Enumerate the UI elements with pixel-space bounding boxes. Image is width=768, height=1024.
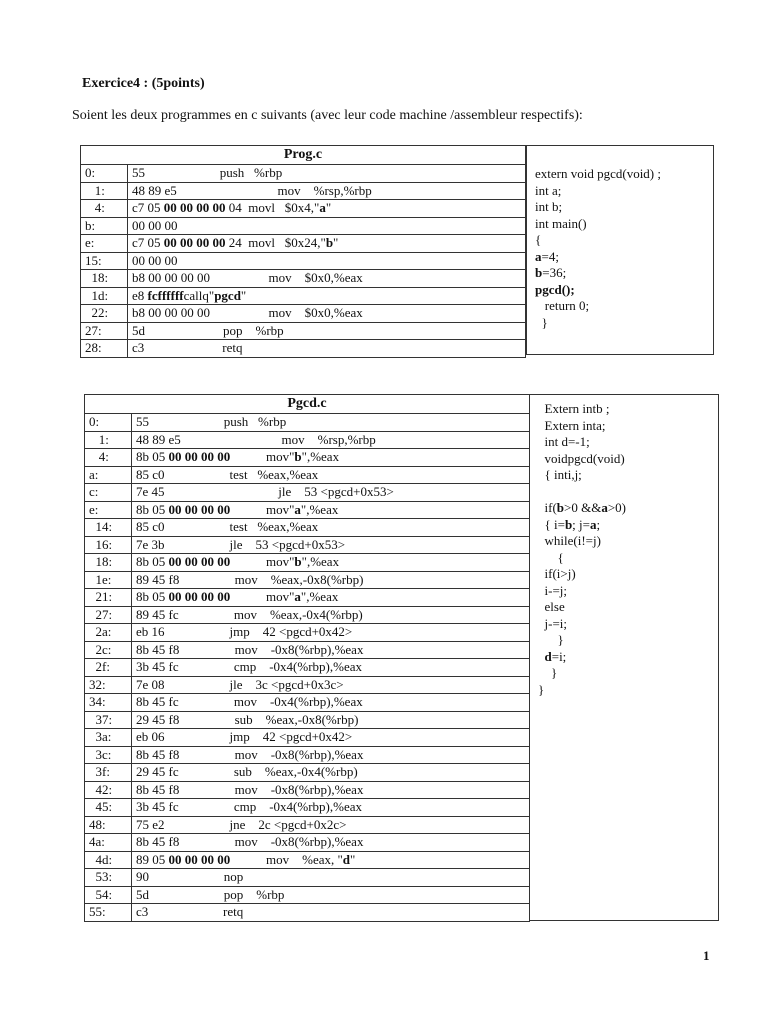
prog-code-line-seg: return 0;: [535, 298, 590, 313]
pgcd-asm-instruction: [132, 729, 530, 747]
pgcd-code-line: [538, 599, 718, 616]
prog-asm-instruction-seg: a: [319, 200, 326, 216]
pgcd-asm-table: [84, 394, 530, 922]
prog-asm-instruction: [128, 217, 526, 235]
prog-asm-instruction: [128, 252, 526, 270]
prog-asm-address: 0:: [81, 165, 128, 183]
pgcd-asm-instruction: [132, 851, 530, 869]
prog-code-line-seg: b: [535, 265, 543, 280]
pgcd-code-line-seg: ;: [596, 516, 601, 532]
pgcd-asm-address: 45:: [85, 799, 132, 817]
pgcd-code-line-seg: if(: [538, 500, 557, 515]
pgcd-asm-instruction-seg: 90 nop: [136, 869, 244, 885]
pgcd-asm-row: [85, 834, 530, 852]
pgcd-code-line-seg: }: [538, 681, 545, 697]
pgcd-asm-instruction-seg: 75 e2 jne 2c <pgcd+0x2c>: [136, 816, 347, 832]
prog-asm-row: [81, 165, 526, 183]
prog-asm-instruction: [128, 305, 526, 323]
pgcd-asm-row: [85, 886, 530, 904]
prog-asm-instruction: [128, 340, 526, 358]
pgcd-asm-instruction: [132, 711, 530, 729]
pgcd-asm-instruction-seg: 48 89 e5 mov %rsp,%rbp: [136, 431, 376, 447]
prog-asm-instruction-seg: fcffffff: [147, 287, 184, 303]
pgcd-asm-instruction-seg: eb 06 jmp 42 <pgcd+0x42>: [136, 729, 353, 745]
pgcd-asm-instruction: [132, 659, 530, 677]
pgcd-code-line-seg: { i=: [538, 516, 565, 532]
prog-code-line-seg: int a;: [535, 182, 562, 198]
pgcd-asm-address: 4a:: [85, 834, 132, 852]
pgcd-asm-instruction-seg: 29 45 fc sub %eax,-0x4(%rbp): [136, 764, 358, 780]
pgcd-asm-row: [85, 431, 530, 449]
prog-asm-instruction-seg: callq": [183, 287, 215, 303]
pgcd-asm-row: [85, 641, 530, 659]
pgcd-asm-row: [85, 571, 530, 589]
prog-asm-instruction: [128, 235, 526, 253]
prog-asm-instruction-seg: pgcd: [214, 287, 241, 303]
pgcd-asm-row: [85, 851, 530, 869]
pgcd-asm-instruction: [132, 554, 530, 572]
pgcd-asm-instruction-seg: ",%eax: [300, 589, 339, 605]
prog-asm-row: [81, 217, 526, 235]
prog-asm-address: 1d:: [81, 287, 128, 305]
pgcd-asm-address: e:: [85, 501, 132, 519]
pgcd-asm-row: [85, 816, 530, 834]
pgcd-asm-address: 1e:: [85, 571, 132, 589]
pgcd-code-line-seg: a: [589, 516, 597, 532]
pgcd-asm-instruction-seg: c3 retq: [136, 904, 244, 920]
prog-asm-table: [80, 145, 526, 358]
pgcd-c-source: [529, 394, 719, 921]
exercise-title: Exercice4 : (5points): [82, 76, 205, 91]
prog-asm-instruction: [128, 200, 526, 218]
pgcd-asm-instruction-seg: 85 c0 test %eax,%eax: [136, 466, 319, 482]
pgcd-code-line: [538, 484, 718, 501]
pgcd-asm-instruction-seg: mov": [230, 589, 295, 605]
pgcd-code-line-seg: Extern intb ;: [538, 401, 610, 416]
prog-code-line: [535, 183, 713, 200]
pgcd-asm-instruction: [132, 694, 530, 712]
prog-asm-instruction-seg: c7 05: [132, 235, 164, 251]
pgcd-asm-instruction-seg: 00 00 00 00: [168, 851, 231, 867]
pgcd-code-line-seg: =i;: [551, 648, 567, 664]
prog-asm-address: 27:: [81, 322, 128, 340]
pgcd-asm-address: 14:: [85, 519, 132, 537]
pgcd-asm-row: [85, 624, 530, 642]
pgcd-code-line: [538, 583, 718, 600]
pgcd-code-line: [538, 451, 718, 468]
prog-asm-instruction-seg: 00 00 00 00: [163, 200, 226, 216]
pgcd-asm-instruction-seg: 55 push %rbp: [136, 414, 287, 430]
prog-asm-instruction: [128, 287, 526, 305]
pgcd-asm-address: 53:: [85, 869, 132, 887]
pgcd-code-line-seg: b: [556, 500, 565, 515]
pgcd-asm-instruction-seg: 7e 45 jle 53 <pgcd+0x53>: [136, 484, 394, 500]
pgcd-code-line-seg: int d=-1;: [538, 434, 590, 449]
prog-code-line-seg: =4;: [541, 248, 559, 264]
prog-code-line-seg: extern void pgcd(void) ;: [535, 166, 661, 181]
pgcd-code-line: [538, 616, 718, 633]
prog-asm-address: 4:: [81, 200, 128, 218]
pgcd-code-line: [538, 665, 718, 682]
pgcd-code-line-seg: d: [544, 648, 552, 664]
pgcd-asm-instruction-seg: 8b 05: [136, 554, 169, 570]
prog-asm-instruction-seg: ": [333, 235, 339, 251]
pgcd-asm-row: [85, 729, 530, 747]
pgcd-asm-instruction: [132, 414, 530, 432]
pgcd-asm-address: 21:: [85, 589, 132, 607]
exercise-intro: Soient les deux programmes en c suivants (avec leur code machine /assembleur respectifs):: [72, 108, 583, 123]
pgcd-table-header: Pgcd.c: [85, 395, 530, 414]
pgcd-code-line-seg: else: [538, 599, 565, 614]
pgcd-asm-instruction: [132, 519, 530, 537]
pgcd-asm-instruction: [132, 536, 530, 554]
prog-asm-address: b:: [81, 217, 128, 235]
pgcd-asm-instruction-seg: d: [342, 851, 351, 867]
prog-asm-instruction-seg: 00 00 00: [132, 217, 178, 233]
prog-code-line: [535, 232, 713, 249]
prog-asm-row: [81, 340, 526, 358]
pgcd-asm-row: [85, 589, 530, 607]
pgcd-code-line: [538, 566, 718, 583]
prog-asm-instruction-seg: 04 movl $0x4,": [225, 200, 320, 216]
pgcd-asm-row: [85, 659, 530, 677]
prog-asm-instruction: [128, 270, 526, 288]
pgcd-asm-row: [85, 554, 530, 572]
prog-asm-instruction-seg: b8 00 00 00 00 mov $0x0,%eax: [132, 270, 363, 286]
prog-asm-address: e:: [81, 235, 128, 253]
prog-code-line: [535, 265, 713, 282]
prog-asm-row: [81, 270, 526, 288]
pgcd-asm-instruction-seg: 8b 45 f8 mov -0x8(%rbp),%eax: [136, 834, 364, 850]
pgcd-code-line-seg: b: [564, 516, 573, 532]
prog-asm-address: 15:: [81, 252, 128, 270]
pgcd-asm-instruction: [132, 904, 530, 922]
prog-asm-address: 18:: [81, 270, 128, 288]
pgcd-asm-row: [85, 904, 530, 922]
pgcd-asm-address: 2f:: [85, 659, 132, 677]
prog-code-line: [535, 282, 713, 299]
pgcd-asm-instruction: [132, 571, 530, 589]
pgcd-asm-instruction-seg: mov": [230, 554, 295, 570]
prog-asm-instruction-seg: 00 00 00: [132, 252, 178, 268]
prog-asm-instruction-seg: 24 movl $0x24,": [225, 235, 326, 251]
pgcd-code-line-seg: i-=j;: [538, 582, 567, 598]
prog-asm-instruction: [128, 165, 526, 183]
pgcd-asm-address: 55:: [85, 904, 132, 922]
pgcd-asm-instruction: [132, 466, 530, 484]
pgcd-code-line-seg: voidpgcd(void): [538, 450, 625, 466]
pgcd-asm-instruction-seg: a: [294, 501, 301, 517]
pgcd-asm-row: [85, 711, 530, 729]
pgcd-asm-address: 4:: [85, 449, 132, 467]
pgcd-asm-instruction-seg: 89 05: [136, 851, 169, 867]
pgcd-asm-instruction: [132, 501, 530, 519]
pgcd-asm-instruction-seg: 7e 3b jle 53 <pgcd+0x53>: [136, 536, 346, 552]
pgcd-code-line-seg: a: [601, 500, 608, 515]
pgcd-asm-instruction-seg: 8b 05: [136, 501, 169, 517]
pgcd-asm-address: 16:: [85, 536, 132, 554]
pgcd-code-line-seg: { inti,j;: [538, 467, 582, 482]
prog-code-line-seg: pgcd();: [535, 281, 575, 297]
pgcd-asm-address: 27:: [85, 606, 132, 624]
pgcd-code-line-seg: }: [538, 665, 558, 680]
pgcd-asm-row: [85, 764, 530, 782]
prog-asm-address: 28:: [81, 340, 128, 358]
prog-asm-row: [81, 252, 526, 270]
prog-asm-instruction-seg: 5d pop %rbp: [132, 322, 284, 338]
pgcd-asm-instruction: [132, 676, 530, 694]
prog-code-line: [535, 249, 713, 266]
prog-asm-row: [81, 235, 526, 253]
pgcd-code-line: [538, 418, 718, 435]
pgcd-code-line-seg: if(i>j): [538, 566, 576, 581]
pgcd-code-line-seg: Extern inta;: [538, 417, 606, 433]
pgcd-asm-address: 4d:: [85, 851, 132, 869]
pgcd-asm-address: 54:: [85, 886, 132, 904]
pgcd-asm-instruction: [132, 746, 530, 764]
pgcd-asm-address: 2c:: [85, 641, 132, 659]
pgcd-asm-row: [85, 676, 530, 694]
pgcd-asm-instruction-seg: 89 45 fc mov %eax,-0x4(%rbp): [136, 606, 363, 622]
pgcd-asm-address: 48:: [85, 816, 132, 834]
pgcd-asm-instruction: [132, 799, 530, 817]
pgcd-asm-instruction-seg: 8b 05: [136, 449, 169, 465]
prog-table-header: Prog.c: [81, 146, 526, 165]
prog-code-line-seg: }: [535, 314, 548, 330]
prog-code-line-seg: a: [535, 248, 542, 264]
pgcd-asm-instruction-seg: 8b 45 f8 mov -0x8(%rbp),%eax: [136, 641, 364, 657]
pgcd-asm-row: [85, 694, 530, 712]
prog-code-line-seg: int main(): [535, 215, 587, 231]
pgcd-code-line: [538, 632, 718, 649]
pgcd-code-line: [538, 467, 718, 484]
pgcd-asm-row: [85, 746, 530, 764]
pgcd-asm-instruction-seg: 29 45 f8 sub %eax,-0x8(%rbp): [136, 711, 359, 727]
pgcd-asm-address: 18:: [85, 554, 132, 572]
pgcd-asm-instruction-seg: 3b 45 fc cmp -0x4(%rbp),%eax: [136, 799, 362, 815]
pgcd-asm-instruction-seg: 5d pop %rbp: [136, 886, 285, 902]
pgcd-asm-row: [85, 781, 530, 799]
pgcd-asm-row: [85, 799, 530, 817]
pgcd-asm-instruction: [132, 449, 530, 467]
pgcd-asm-instruction-seg: 00 00 00 00: [168, 554, 231, 570]
pgcd-asm-instruction-seg: b: [294, 449, 302, 465]
pgcd-code-line: [538, 533, 718, 550]
pgcd-asm-row: [85, 414, 530, 432]
pgcd-code-line: [538, 401, 718, 418]
pgcd-asm-instruction-seg: b: [294, 554, 302, 570]
pgcd-asm-instruction-seg: ",%eax: [300, 501, 339, 517]
pgcd-asm-instruction-seg: 3b 45 fc cmp -0x4(%rbp),%eax: [136, 659, 362, 675]
pgcd-code-line-seg: ; j=: [572, 516, 590, 532]
prog-asm-row: [81, 200, 526, 218]
pgcd-asm-address: 37:: [85, 711, 132, 729]
pgcd-asm-instruction-seg: 8b 45 f8 mov -0x8(%rbp),%eax: [136, 746, 364, 762]
pgcd-asm-instruction-seg: 00 00 00 00: [168, 449, 231, 465]
pgcd-asm-row: [85, 606, 530, 624]
pgcd-asm-row: [85, 519, 530, 537]
prog-asm-row: [81, 322, 526, 340]
pgcd-code-line-seg: >0): [607, 500, 626, 515]
pgcd-asm-instruction: [132, 834, 530, 852]
pgcd-asm-address: 42:: [85, 781, 132, 799]
prog-code-line: [535, 166, 713, 183]
prog-asm-row: [81, 182, 526, 200]
pgcd-asm-address: a:: [85, 466, 132, 484]
pgcd-asm-instruction: [132, 431, 530, 449]
prog-asm-instruction-seg: 48 89 e5 mov %rsp,%rbp: [132, 182, 372, 198]
prog-asm-address: 22:: [81, 305, 128, 323]
pgcd-asm-row: [85, 501, 530, 519]
prog-code-line: [535, 315, 713, 332]
pgcd-asm-row: [85, 869, 530, 887]
pgcd-asm-instruction-seg: a: [294, 589, 301, 605]
pgcd-asm-address: 2a:: [85, 624, 132, 642]
pgcd-asm-instruction: [132, 641, 530, 659]
pgcd-asm-instruction: [132, 764, 530, 782]
pgcd-asm-instruction: [132, 816, 530, 834]
pgcd-asm-instruction-seg: eb 16 jmp 42 <pgcd+0x42>: [136, 624, 353, 640]
prog-asm-instruction: [128, 322, 526, 340]
pgcd-asm-address: 3a:: [85, 729, 132, 747]
prog-asm-instruction-seg: ": [325, 200, 332, 216]
pgcd-asm-address: 0:: [85, 414, 132, 432]
pgcd-asm-instruction: [132, 886, 530, 904]
pgcd-asm-instruction: [132, 624, 530, 642]
pgcd-code-line-seg: >0 &&: [564, 500, 602, 515]
pgcd-asm-instruction-seg: ",%eax: [301, 554, 340, 570]
pgcd-asm-instruction: [132, 869, 530, 887]
pgcd-asm-instruction-seg: 00 00 00 00: [168, 589, 231, 605]
prog-asm-instruction-seg: b8 00 00 00 00 mov $0x0,%eax: [132, 305, 363, 321]
pgcd-asm-instruction: [132, 606, 530, 624]
pgcd-asm-instruction: [132, 589, 530, 607]
pgcd-asm-instruction-seg: mov": [230, 449, 295, 465]
pgcd-asm-instruction-seg: 89 45 f8 mov %eax,-0x8(%rbp): [136, 571, 364, 587]
pgcd-asm-instruction-seg: ": [350, 851, 356, 867]
pgcd-asm-instruction: [132, 484, 530, 502]
pgcd-asm-instruction-seg: 8b 45 fc mov -0x4(%rbp),%eax: [136, 694, 363, 710]
prog-asm-instruction-seg: e8: [132, 287, 148, 303]
prog-asm-row: [81, 305, 526, 323]
pgcd-code-line: [538, 434, 718, 451]
pgcd-asm-instruction-seg: 7e 08 jle 3c <pgcd+0x3c>: [136, 676, 344, 692]
pgcd-code-line: [538, 550, 718, 567]
prog-asm-instruction-seg: b: [325, 235, 334, 251]
pgcd-asm-instruction-seg: mov": [230, 501, 295, 517]
pgcd-asm-row: [85, 484, 530, 502]
pgcd-asm-instruction-seg: mov %eax, ": [230, 851, 343, 867]
prog-code-line: [535, 199, 713, 216]
prog-code-line-seg: {: [535, 232, 542, 247]
pgcd-code-line: [538, 682, 718, 699]
prog-asm-address: 1:: [81, 182, 128, 200]
pgcd-asm-row: [85, 449, 530, 467]
pgcd-asm-instruction-seg: 85 c0 test %eax,%eax: [136, 519, 319, 535]
pgcd-asm-row: [85, 466, 530, 484]
prog-code-line-seg: int b;: [535, 199, 563, 214]
pgcd-asm-address: 1:: [85, 431, 132, 449]
pgcd-asm-address: 3c:: [85, 746, 132, 764]
prog-code-line-seg: =36;: [542, 265, 567, 280]
pgcd-asm-instruction-seg: 00 00 00 00: [168, 501, 231, 517]
pgcd-asm-instruction-seg: ",%eax: [301, 449, 340, 465]
prog-code-line: [535, 298, 713, 315]
prog-code-line: [535, 216, 713, 233]
pgcd-asm-address: 3f:: [85, 764, 132, 782]
pgcd-asm-address: 32:: [85, 676, 132, 694]
prog-asm-instruction-seg: 55 push %rbp: [132, 165, 283, 181]
prog-asm-instruction-seg: ": [240, 287, 247, 303]
pgcd-asm-instruction-seg: 8b 45 f8 mov -0x8(%rbp),%eax: [136, 781, 364, 797]
pgcd-code-line: [538, 517, 718, 534]
prog-asm-instruction: [128, 182, 526, 200]
pgcd-code-line: [538, 649, 718, 666]
pgcd-code-line-seg: j-=i;: [538, 615, 567, 631]
prog-asm-instruction-seg: 00 00 00 00: [163, 235, 226, 251]
pgcd-asm-instruction-seg: 8b 05: [136, 589, 169, 605]
page-number: 1: [703, 948, 710, 963]
pgcd-code-line-seg: {: [538, 549, 564, 565]
prog-asm-instruction-seg: c7 05: [132, 200, 164, 216]
pgcd-asm-row: [85, 536, 530, 554]
pgcd-asm-address: c:: [85, 484, 132, 502]
pgcd-asm-address: 34:: [85, 694, 132, 712]
pgcd-asm-instruction: [132, 781, 530, 799]
pgcd-code-line: [538, 500, 718, 517]
pgcd-code-line-seg: }: [538, 632, 564, 647]
prog-asm-row: [81, 287, 526, 305]
prog-c-source: [526, 145, 714, 355]
pgcd-code-line-seg: while(i!=j): [538, 533, 601, 548]
prog-asm-instruction-seg: c3 retq: [132, 340, 243, 356]
